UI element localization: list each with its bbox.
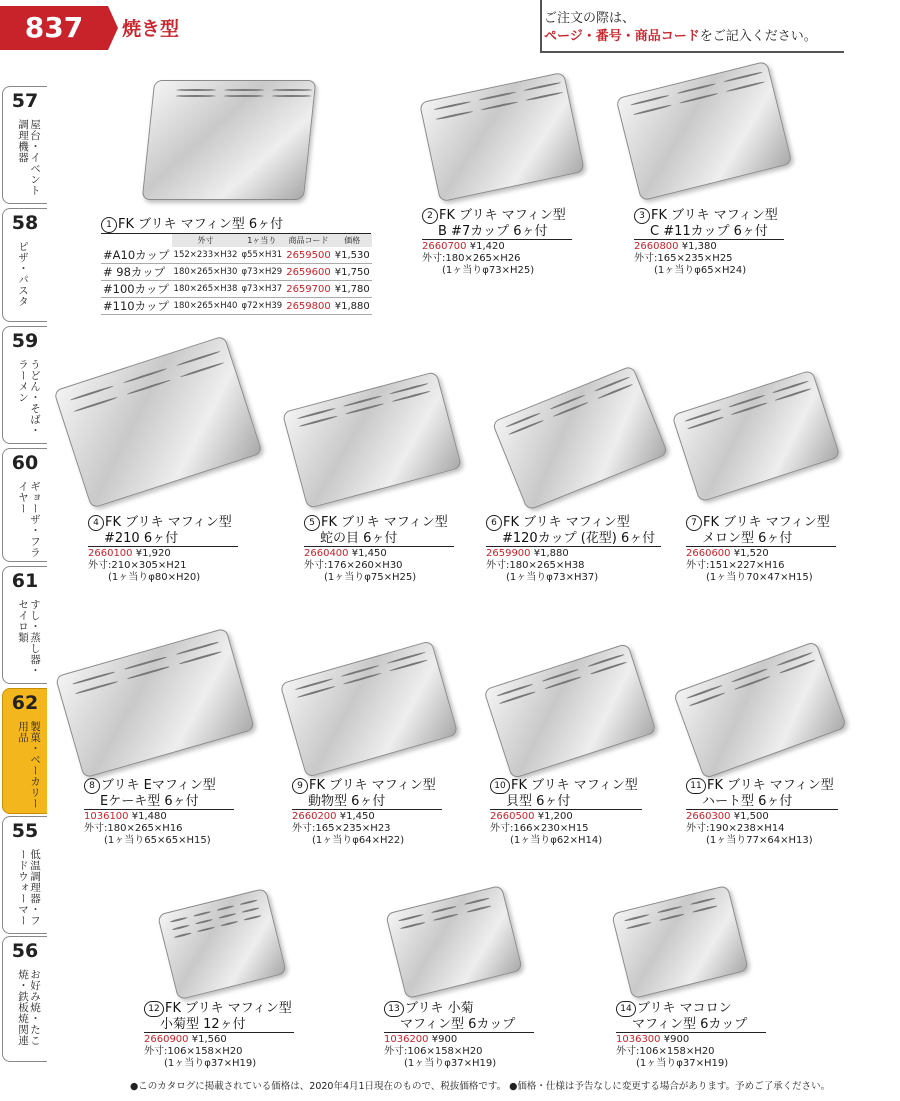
item-11-block — [686, 778, 838, 847]
column-header: 1ヶ当り — [239, 234, 284, 247]
notice-divider — [540, 0, 542, 53]
item-title: 4 FK ブリキ マフィン型 #210 6ヶ付 — [88, 515, 238, 546]
price: ¥1,560 — [191, 1034, 227, 1045]
column-header: 価格 — [333, 234, 372, 247]
tab-number: 57 — [11, 90, 39, 112]
tab-number: 55 — [11, 820, 39, 842]
item-4-block — [88, 515, 238, 584]
price: ¥1,920 — [135, 548, 171, 559]
per-cup-size: (1ヶ当りφ37×H19) — [164, 1058, 257, 1069]
tab-number: 58 — [11, 212, 39, 234]
side-tab-57[interactable] — [2, 86, 47, 204]
product-image-5 — [282, 371, 462, 509]
tab-label: お好み焼・たこ焼・鉄板焼関連 — [17, 969, 41, 1046]
column-header: 外寸 — [172, 234, 240, 247]
side-tab-56[interactable] — [2, 936, 47, 1062]
product-image-8 — [55, 628, 255, 779]
table-row: # 98カップ 180×265×H30 φ73×H29 2659600 ¥1,750 — [103, 265, 370, 279]
side-tab-60[interactable] — [2, 448, 47, 562]
product-image-11 — [673, 641, 847, 779]
page-number: 837 — [0, 6, 108, 50]
price: ¥1,500 — [733, 811, 769, 822]
product-code: 2659900 — [486, 548, 531, 559]
item-title: 5 FK ブリキ マフィン型 蛇の目 6ヶ付 — [304, 515, 454, 546]
item-7-block — [686, 515, 836, 584]
item-title: 8 ブリキ Eマフィン型 Eケーキ型 6ヶ付 — [84, 778, 234, 809]
side-tab-55[interactable] — [2, 816, 47, 934]
product-image-2 — [419, 72, 585, 203]
per-cup-size: (1ヶ当りφ64×H22) — [312, 835, 405, 846]
product-image-3 — [615, 61, 792, 202]
product-image-1 — [142, 80, 317, 200]
notice-line1: ご注文の際は、 — [544, 11, 636, 26]
outer-size: 外寸:165×235×H23 — [292, 823, 391, 834]
product-image-9 — [280, 640, 459, 778]
per-cup-size: (1ヶ当りφ37×H19) — [636, 1058, 729, 1069]
item-1-title: 1 FK ブリキ マフィン型 6ヶ付 — [101, 217, 283, 233]
price: ¥1,200 — [537, 811, 573, 822]
header-rule — [540, 51, 844, 53]
item-5-block — [304, 515, 454, 584]
order-notice — [544, 10, 844, 46]
item-12-block — [144, 1001, 294, 1070]
item-14-block — [616, 1001, 766, 1070]
product-code: 2660100 — [88, 548, 133, 559]
outer-size: 外寸:176×260×H30 — [304, 560, 403, 571]
product-code: 2660900 — [144, 1034, 189, 1045]
tab-label: すし・蒸し器・セイロ類 — [17, 599, 41, 676]
product-image-4 — [53, 335, 263, 509]
tab-number: 62 — [11, 692, 39, 714]
product-image-14 — [611, 885, 749, 999]
outer-size: 外寸:180×265×H26 — [422, 253, 521, 264]
product-image-7 — [671, 369, 840, 502]
item-9-block — [292, 778, 442, 847]
table-row: #A10カップ 152×233×H32 φ55×H31 2659500 ¥1,530 — [103, 248, 370, 262]
item-6-block — [486, 515, 661, 584]
price: ¥1,520 — [733, 548, 769, 559]
tab-label: ピザ・パスタ — [17, 241, 29, 307]
item-title: 12 FK ブリキ マフィン型 小菊型 12ヶ付 — [144, 1001, 294, 1032]
item-number-badge: 1 — [101, 217, 117, 233]
outer-size: 外寸:180×265×H16 — [84, 823, 183, 834]
tab-label: うどん・そば・ラーメン — [17, 359, 41, 436]
product-image-6 — [492, 365, 669, 511]
outer-size: 外寸:165×235×H25 — [634, 253, 733, 264]
outer-size: 外寸:106×158×H20 — [384, 1046, 483, 1057]
product-code: 2660400 — [304, 548, 349, 559]
table-row: #100カップ 180×265×H38 φ73×H37 2659700 ¥1,780 — [103, 282, 370, 296]
product-code: 2660700 — [422, 241, 467, 252]
side-tab-58[interactable] — [2, 208, 47, 322]
per-cup-size: (1ヶ当り77×64×H13) — [706, 835, 813, 846]
item-13-block — [384, 1001, 534, 1070]
item-title: 11 FK ブリキ マフィン型 ハート型 6ヶ付 — [686, 778, 838, 809]
product-image-12 — [157, 888, 287, 1000]
price: ¥900 — [431, 1034, 458, 1045]
side-tab-62-active[interactable] — [2, 688, 47, 814]
per-cup-size: (1ヶ当りφ65×H24) — [654, 265, 747, 276]
per-cup-size: (1ヶ当りφ62×H14) — [510, 835, 603, 846]
item-title: 3 FK ブリキ マフィン型 C #11カップ 6ヶ付 — [634, 208, 784, 239]
price: ¥900 — [663, 1034, 690, 1045]
table-row: #110カップ 180×265×H40 φ72×H39 2659800 ¥1,880 — [103, 299, 370, 313]
price: ¥1,450 — [339, 811, 375, 822]
price: ¥1,480 — [131, 811, 167, 822]
per-cup-size: (1ヶ当りφ75×H25) — [324, 572, 417, 583]
tab-label: 屋台・イベント調理機器 — [17, 119, 41, 196]
side-tab-59[interactable] — [2, 326, 47, 444]
item-title: 7 FK ブリキ マフィン型 メロン型 6ヶ付 — [686, 515, 836, 546]
item-2-block — [422, 208, 572, 277]
tab-label: 製菓・ベーカリー用品 — [17, 721, 41, 809]
tab-label: ギョーザ・フライヤー — [17, 481, 41, 558]
item-title: 14 ブリキ マコロン マフィン型 6カップ — [616, 1001, 766, 1032]
footer-note: ●このカタログに掲載されている価格は、2020年4月1日現在のもので、税抜価格です。 ●価格・仕様は予告なしに変更する場合があります。予めご了承ください。 — [130, 1081, 831, 1092]
product-code: 1036100 — [84, 811, 129, 822]
per-cup-size: (1ヶ当り65×65×H15) — [104, 835, 211, 846]
outer-size: 外寸:210×305×H21 — [88, 560, 187, 571]
item-1-spec-table — [101, 234, 372, 315]
column-header: 商品コード — [284, 234, 333, 247]
tab-number: 56 — [11, 940, 39, 962]
outer-size: 外寸:151×227×H16 — [686, 560, 785, 571]
product-image-13 — [385, 885, 523, 999]
outer-size: 外寸:106×158×H20 — [144, 1046, 243, 1057]
price: ¥1,450 — [351, 548, 387, 559]
item-title: 9 FK ブリキ マフィン型 動物型 6ヶ付 — [292, 778, 442, 809]
product-image-10 — [483, 643, 657, 779]
tab-number: 59 — [11, 330, 39, 352]
per-cup-size: (1ヶ当りφ37×H19) — [404, 1058, 497, 1069]
per-cup-size: (1ヶ当りφ73×H37) — [506, 572, 599, 583]
item-title: 2 FK ブリキ マフィン型 B #7カップ 6ヶ付 — [422, 208, 572, 239]
outer-size: 外寸:180×265×H38 — [486, 560, 585, 571]
price: ¥1,380 — [681, 241, 717, 252]
outer-size: 外寸:106×158×H20 — [616, 1046, 715, 1057]
outer-size: 外寸:190×238×H14 — [686, 823, 785, 834]
product-code: 1036300 — [616, 1034, 661, 1045]
per-cup-size: (1ヶ当り70×47×H15) — [706, 572, 813, 583]
product-code: 2660800 — [634, 241, 679, 252]
product-code: 2660500 — [490, 811, 535, 822]
item-3-block — [634, 208, 784, 277]
item-8-block — [84, 778, 234, 847]
per-cup-size: (1ヶ当りφ80×H20) — [108, 572, 201, 583]
notice-emphasis: ページ・番号・商品コード — [544, 29, 700, 44]
outer-size: 外寸:166×230×H15 — [490, 823, 589, 834]
notice-tail: をご記入ください。 — [699, 29, 817, 44]
tab-number: 60 — [11, 452, 39, 474]
product-code: 1036200 — [384, 1034, 429, 1045]
category-title: 焼き型 — [122, 18, 180, 40]
price: ¥1,880 — [533, 548, 569, 559]
price: ¥1,420 — [469, 241, 505, 252]
tab-number: 61 — [11, 570, 39, 592]
product-code: 2660300 — [686, 811, 731, 822]
tab-label: 低温調理器・フードウォーマー — [17, 849, 41, 926]
side-tab-61[interactable] — [2, 566, 47, 684]
product-code: 2660200 — [292, 811, 337, 822]
per-cup-size: (1ヶ当りφ73×H25) — [442, 265, 535, 276]
item-title: 6 FK ブリキ マフィン型 #120カップ (花型) 6ヶ付 — [486, 515, 661, 546]
product-code: 2660600 — [686, 548, 731, 559]
item-title: 10 FK ブリキ マフィン型 貝型 6ヶ付 — [490, 778, 642, 809]
item-10-block — [490, 778, 642, 847]
item-title: 13 ブリキ 小菊 マフィン型 6カップ — [384, 1001, 534, 1032]
